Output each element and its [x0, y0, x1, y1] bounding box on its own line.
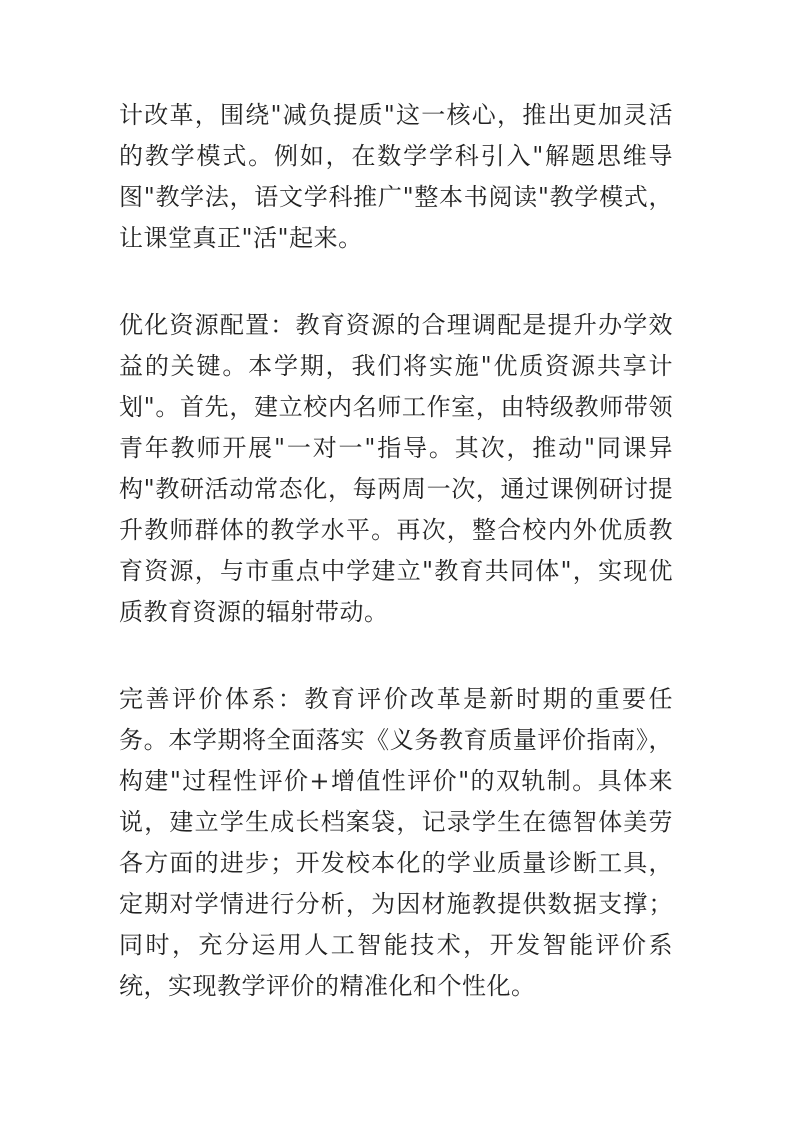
text-content — [119, 95, 673, 1007]
paragraph-evaluation-system: 完善评价体系：教育评价改革是新时期的重要任务。本学期将全面落实《义务教育质量评价指南》，构建"过程性评价+增值性评价"的双轨制。具体来说，建立学生成长档案袋，记录学生在德智体美劳各方面的进步；开发校本化的学业质量诊断工具，定期对学情进行分析，为因材施教提供数据支撑；同时，充分运用人工智能技术，开发智能评价系统，实现教学评价的精准化和个性化。 — [119, 685, 673, 1000]
paragraph-teaching-model-reform: 计改革，围绕"减负提质"这一核心，推出更加灵活的教学模式。例如，在数学学科引入"解题思维导图"教学法，语文学科推广"整本书阅读"教学模式，让课堂真正"活"起来。 — [119, 101, 673, 252]
paragraph-resource-allocation: 优化资源配置：教育资源的合理调配是提升办学效益的关键。本学期，我们将实施"优质资源共享计划"。首先，建立校内名师工作室，由特级教师带领青年教师开展"一对一"指导。其次，推动"同课异构"教研活动常态化，每两周一次，通过课例研讨提升教师群体的教学水平。再次，整合校内外优质教育资源，与市重点中学建立"教育共同体"，实现优质教育资源的辐射带动。 — [119, 311, 673, 626]
